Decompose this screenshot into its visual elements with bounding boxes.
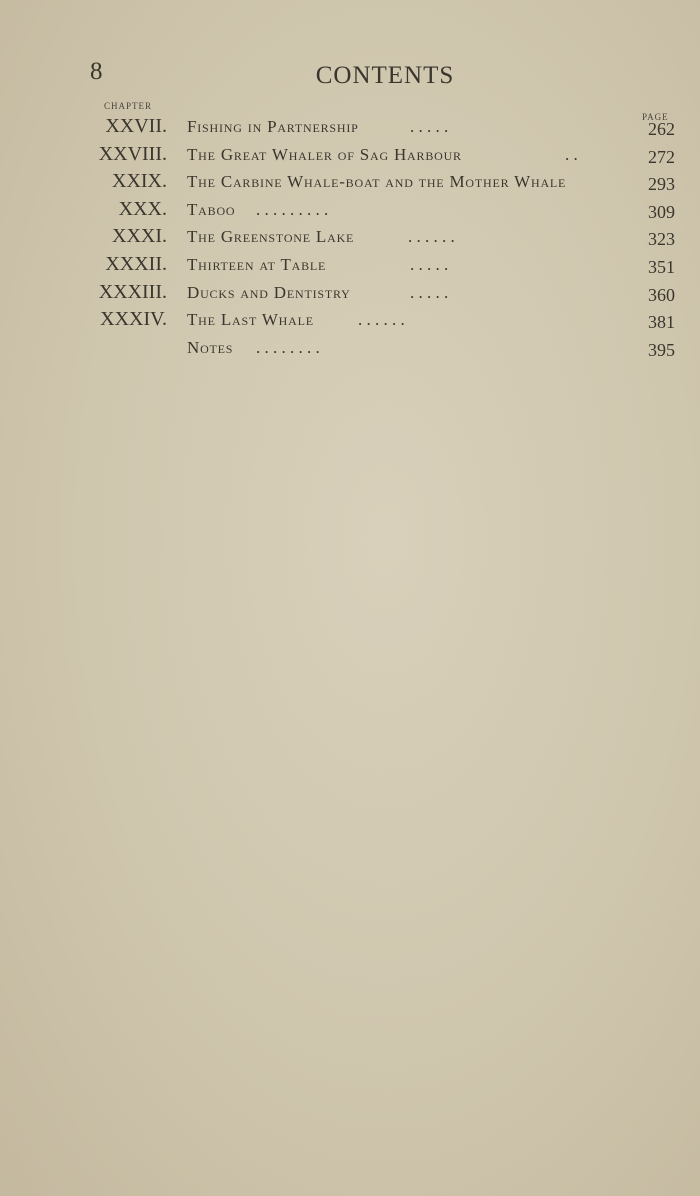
- dot-leaders: . . . . . . . . .: [256, 199, 329, 219]
- chapter-column-label: CHAPTER: [104, 101, 153, 111]
- chapter-page-number: 323: [648, 229, 675, 250]
- dot-leaders: . .: [565, 144, 578, 164]
- table-of-contents: [0, 113, 700, 361]
- chapter-numeral: XXVII.: [105, 115, 167, 137]
- chapter-numeral: XXIX.: [112, 170, 167, 193]
- chapter-numeral: XXXIV.: [100, 308, 167, 331]
- chapter-page-number: 309: [648, 201, 675, 222]
- chapter-numeral: XXX.: [118, 197, 167, 220]
- toc-entry: [0, 279, 700, 307]
- chapter-page-number: 262: [648, 119, 675, 139]
- chapter-title: Taboo: [187, 199, 236, 219]
- chapter-title: Notes: [187, 337, 234, 357]
- page-number: 8: [90, 58, 103, 85]
- chapter-title: Thirteen at Table: [187, 254, 327, 274]
- dot-leaders: . . . . . .: [408, 227, 455, 247]
- toc-entry: [0, 113, 700, 141]
- chapter-numeral: XXXII.: [105, 252, 167, 275]
- chapter-numeral: XXXI.: [112, 225, 167, 248]
- toc-entry: [0, 306, 700, 334]
- chapter-page-number: 381: [648, 312, 675, 333]
- chapter-page-number: 395: [648, 339, 675, 360]
- chapter-title: Ducks and Dentistry: [187, 282, 351, 302]
- toc-entry: [0, 168, 700, 196]
- chapter-title: The Great Whaler of Sag Harbour: [187, 144, 462, 164]
- chapter-page-number: 351: [648, 256, 675, 277]
- chapter-page-number: 272: [648, 146, 675, 167]
- dot-leaders: . . . . . . . .: [256, 337, 320, 357]
- toc-entry: [0, 141, 700, 169]
- dot-leaders: . . . . .: [410, 282, 449, 302]
- toc-entry: [0, 223, 700, 251]
- toc-entry: [0, 334, 700, 362]
- toc-entry: [0, 251, 700, 279]
- chapter-numeral: XXVIII.: [98, 142, 167, 165]
- chapter-title: The Carbine Whale-boat and the Mother Whale: [187, 172, 567, 192]
- chapter-title: Fishing in Partnership: [187, 117, 359, 136]
- chapter-title: The Greenstone Lake: [187, 227, 355, 247]
- chapter-title: The Last Whale: [187, 310, 314, 330]
- chapter-numeral: XXXIII.: [98, 280, 167, 303]
- dot-leaders: . . . . .: [410, 254, 449, 274]
- dot-leaders: . . . . .: [410, 117, 449, 136]
- page-title: CONTENTS: [315, 62, 455, 89]
- dot-leaders: . . . . . .: [358, 310, 405, 330]
- page-column-label: PAGE: [642, 112, 669, 122]
- chapter-page-number: 360: [648, 284, 675, 305]
- toc-entry: [0, 196, 700, 224]
- chapter-page-number: 293: [648, 174, 675, 195]
